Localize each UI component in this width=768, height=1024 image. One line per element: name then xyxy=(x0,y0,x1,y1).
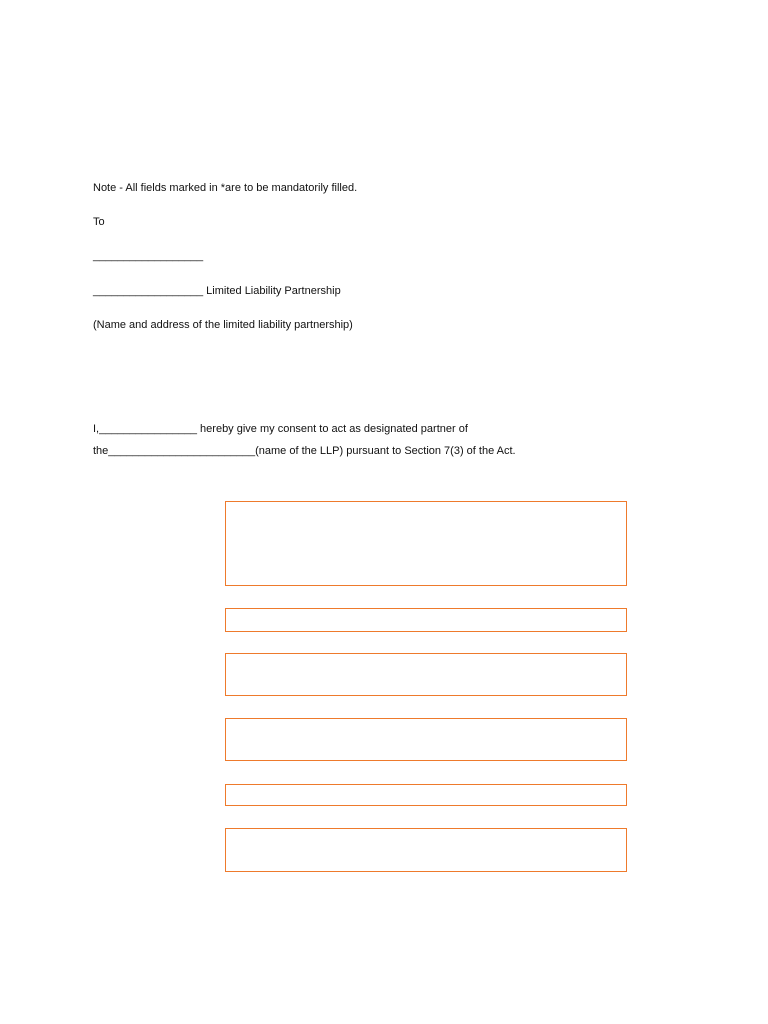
form-field-box-2[interactable] xyxy=(225,608,627,632)
addressee-blank-line: __________________ xyxy=(93,250,204,262)
llp-name-line: __________________ Limited Liability Partnership xyxy=(93,285,341,297)
consent-statement-line-1: I,________________ hereby give my consent to act as designated partner of xyxy=(93,423,468,435)
consent-statement-line-2: the________________________(name of the LLP) pursuant to Section 7(3) of the Act. xyxy=(93,445,516,457)
form-field-box-3[interactable] xyxy=(225,653,627,696)
llp-name-caption: (Name and address of the limited liability partnership) xyxy=(93,319,353,331)
addressee-label: To xyxy=(93,216,105,228)
form-field-box-1[interactable] xyxy=(225,501,627,586)
form-field-box-4[interactable] xyxy=(225,718,627,761)
form-field-box-6[interactable] xyxy=(225,828,627,872)
mandatory-note: Note - All fields marked in *are to be mandatorily filled. xyxy=(93,182,358,194)
form-field-box-5[interactable] xyxy=(225,784,627,806)
